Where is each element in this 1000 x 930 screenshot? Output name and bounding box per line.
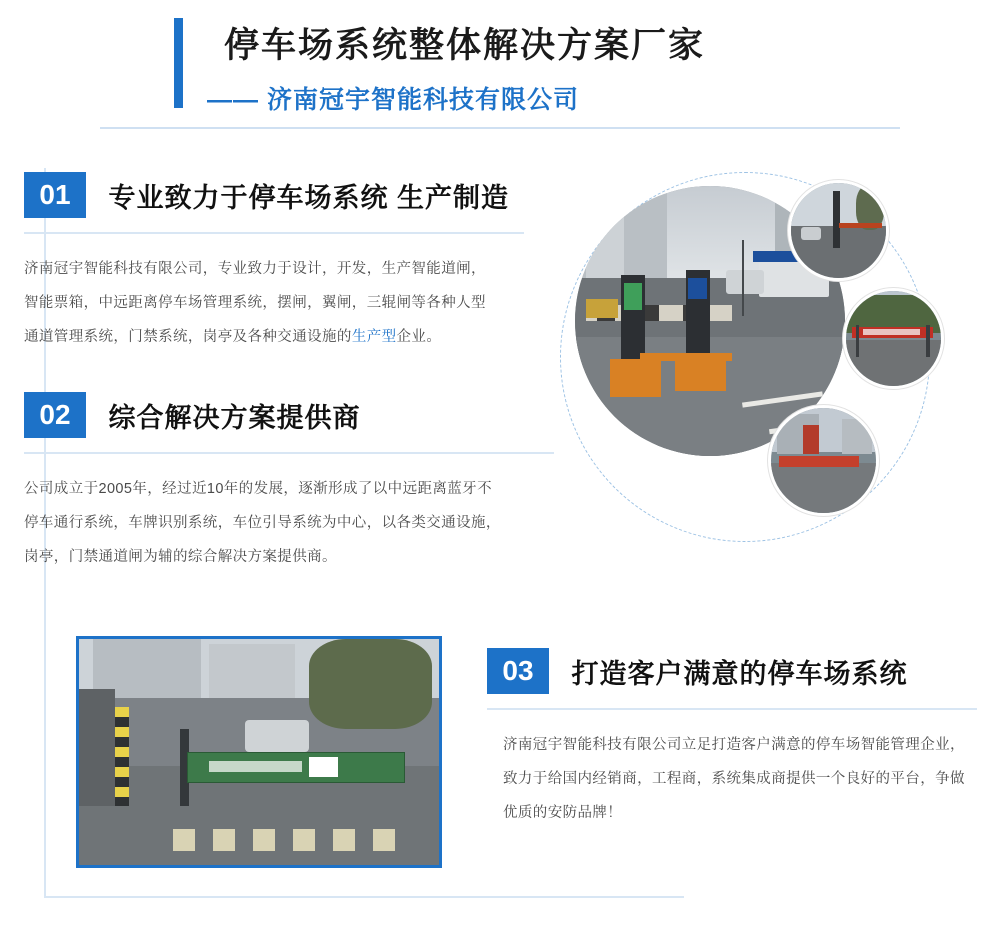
section-01-title-light: 生产制造 [396, 182, 509, 213]
section-03-body-line-2: 致力于给国内经销商，工程商，系统集成商提供一个良好的平台，争做 [503, 771, 965, 787]
section-01-title [108, 176, 509, 215]
header-accent-bar [174, 18, 183, 108]
section-01-body-highlight: 生产型 [351, 329, 397, 345]
section-03-body-line-3: 优质的安防品牌！ [503, 805, 623, 821]
section-01-body-line-1: 济南冠宇智能科技有限公司，专业致力于设计，开发，生产智能道闸， [24, 261, 486, 277]
section-02-body-line-2: 停车通行系统，车牌识别系统，车位引导系统为中心，以各类交通设施， [24, 515, 501, 531]
small-photo-2-banner-gate [843, 288, 944, 389]
section-01 [24, 172, 534, 354]
section-03-body-line-1: 济南冠宇智能科技有限公司立足打造客户满意的停车场智能管理企业， [503, 737, 965, 753]
bottom-horizontal-rule [44, 896, 684, 898]
section-01-body-line-2: 智能票箱，中远距离停车场管理系统，摆闸，翼闸，三辊闸等各种人型 [24, 295, 486, 311]
section-03-body [503, 728, 973, 830]
header-divider [100, 127, 900, 129]
section-01-number: 01 [24, 172, 86, 218]
section-01-body [24, 252, 504, 354]
image-collage [540, 160, 990, 560]
page-subtitle: —— 济南冠宇智能科技有限公司 [207, 86, 579, 114]
section-03-heading [487, 648, 977, 694]
page-title: 停车场系统整体解决方案厂家 [224, 26, 706, 65]
section-02-body [24, 472, 514, 574]
section-03-number: 03 [487, 648, 549, 694]
section-01-body-tail: 企业。 [396, 329, 442, 345]
section-02-number: 02 [24, 392, 86, 438]
section-01-heading [24, 172, 534, 218]
section-01-body-line-3 [24, 320, 504, 354]
section-01-title-strong: 专业致力于停车场系统 [108, 182, 389, 213]
section-03 [487, 648, 977, 830]
section-03-title: 打造客户满意的停车场系统 [571, 658, 908, 689]
bottom-photo-advertising-barrier [76, 636, 442, 868]
section-03-rule [487, 708, 977, 710]
section-02-title: 综合解决方案提供商 [108, 402, 361, 433]
small-photo-3-street-view [768, 405, 879, 516]
section-02-heading [24, 392, 534, 438]
section-02-body-line-3: 岗亭，门禁通道闸为辅的综合解决方案提供商。 [24, 549, 337, 565]
page-header [0, 0, 1000, 130]
section-02 [24, 392, 534, 574]
small-photo-1-street-gate [788, 180, 889, 281]
section-02-rule [24, 452, 554, 454]
section-02-body-line-1: 公司成立于2005年，经过近10年的发展，逐渐形成了以中远距离蓝牙不 [24, 481, 492, 497]
section-01-body-line-3-text: 通道管理系统，门禁系统，岗亭及各种交通设施的 [24, 329, 352, 345]
section-01-rule [24, 232, 524, 234]
